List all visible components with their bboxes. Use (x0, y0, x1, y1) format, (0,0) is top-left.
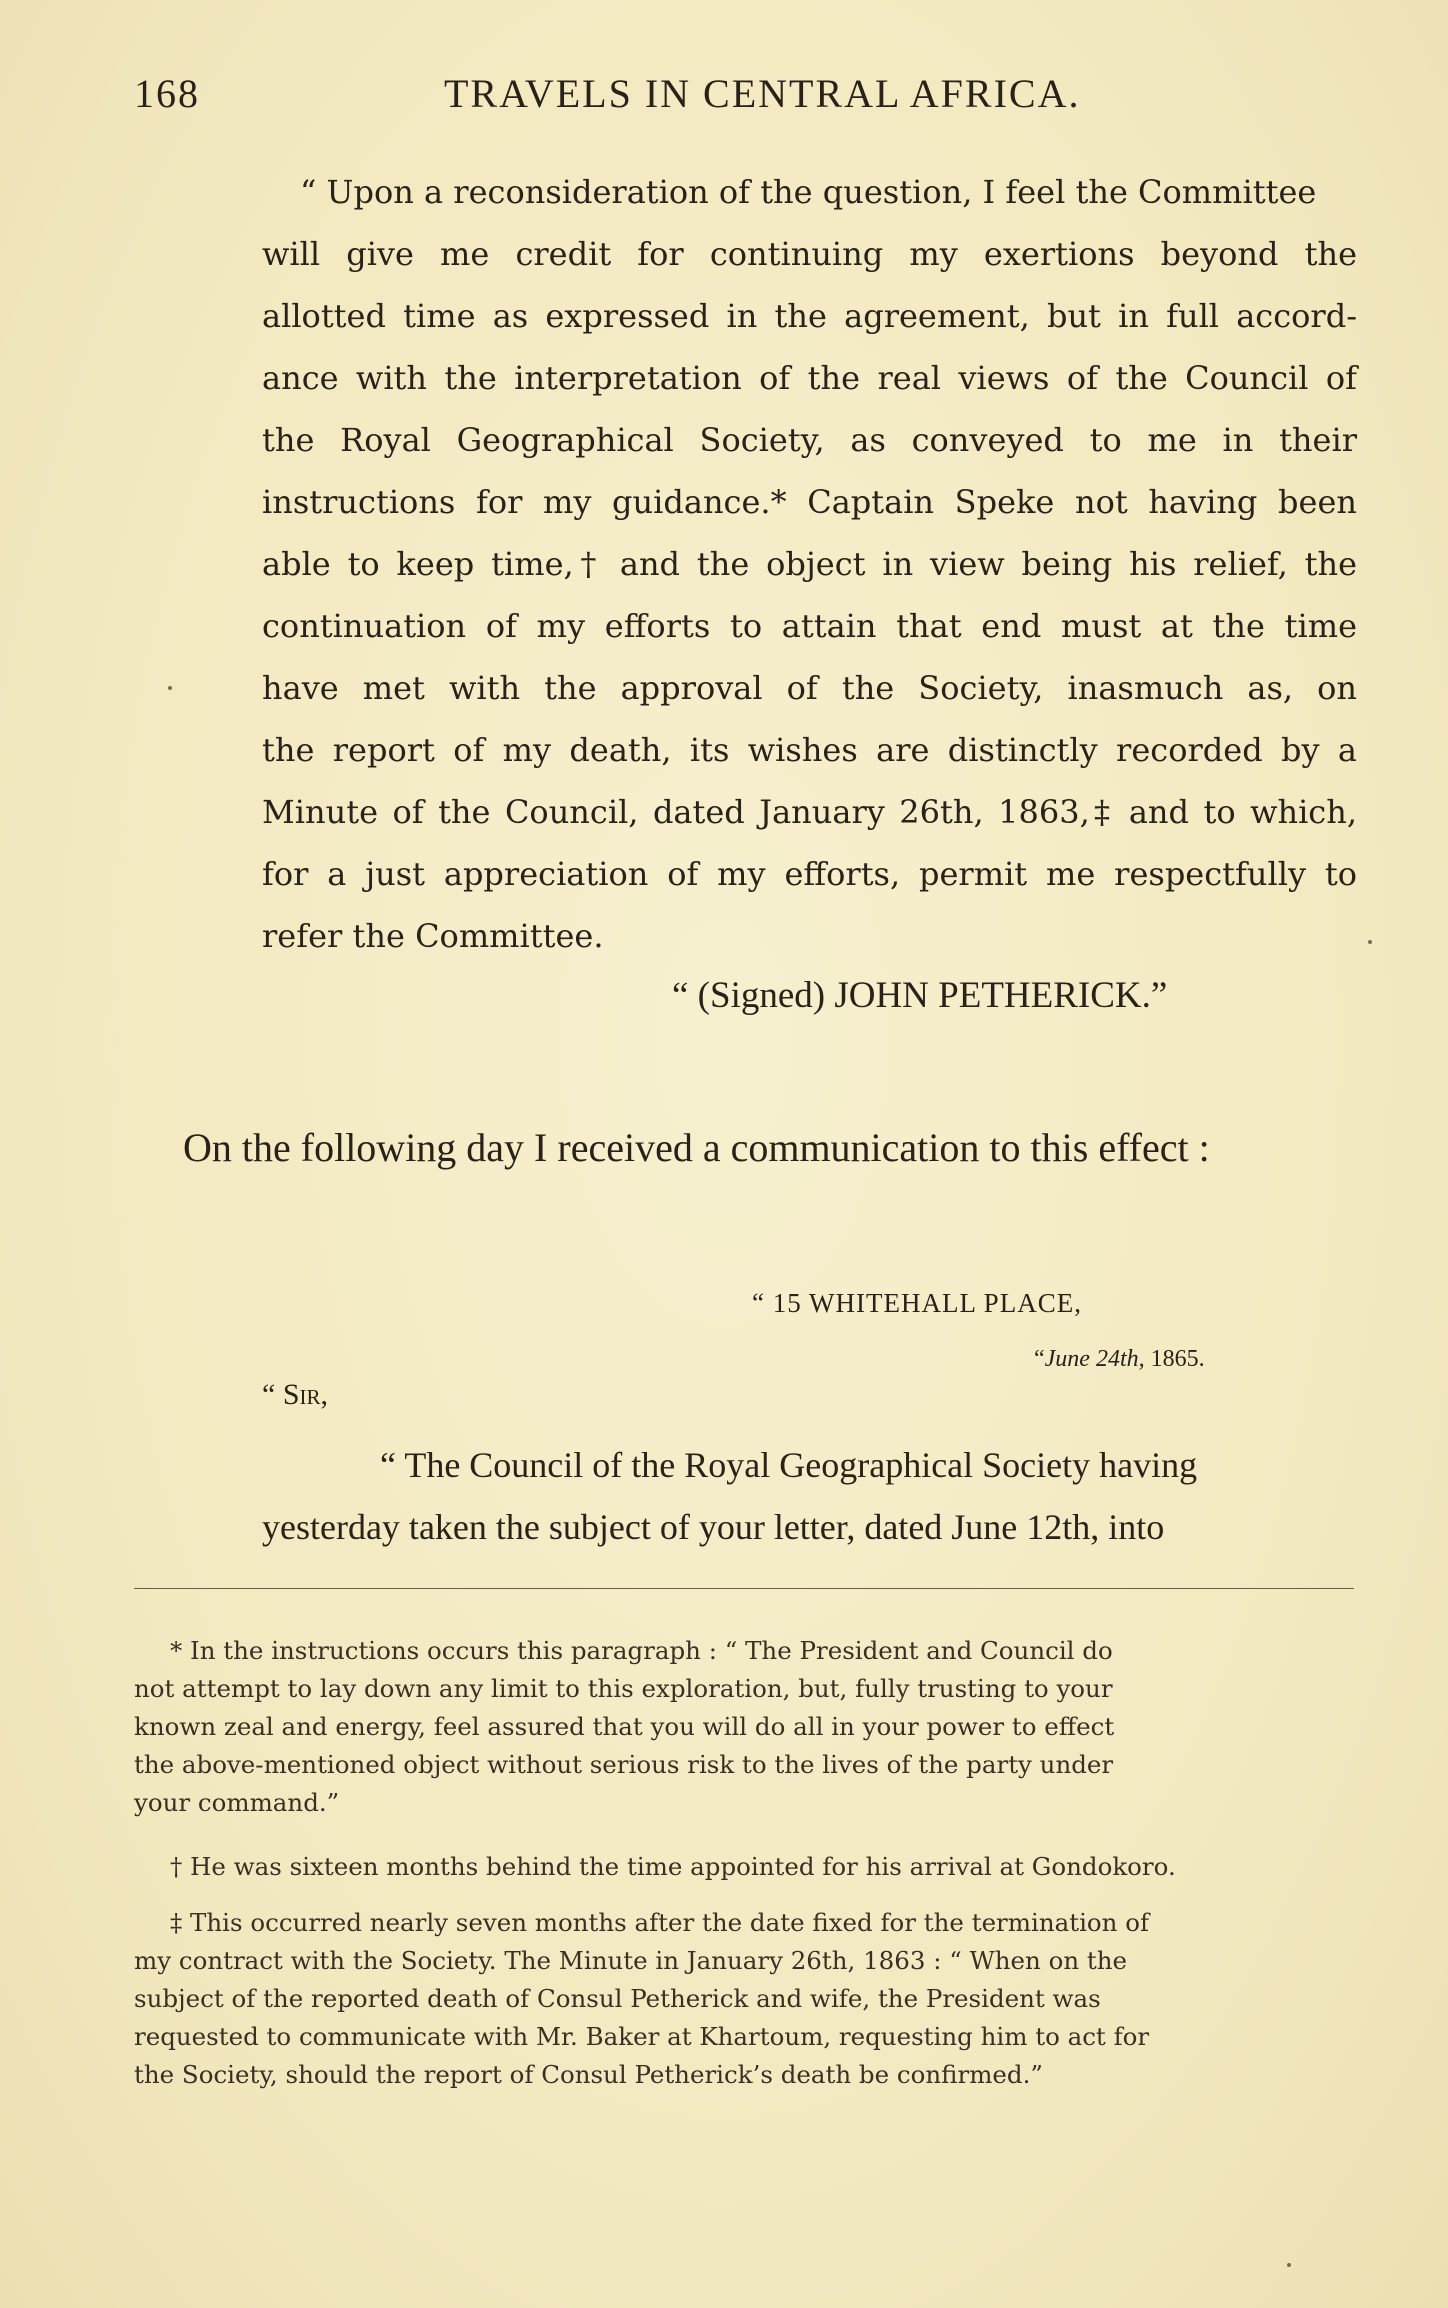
letter-line: ance with the interpretation of the real views of the Council of (262, 359, 1357, 397)
letter-signature: “ (Signed) JOHN PETHERICK.” (672, 975, 1168, 1016)
footnote-line: my contract with the Society. The Minute in January 26th, 1863 : “ When on the (134, 1946, 1128, 1975)
reply-date-day: June 24th, (1044, 1346, 1145, 1372)
footnote-line: ‡ This occurred nearly seven months after the date fixed for the termination of (170, 1908, 1150, 1937)
footnote-line: known zeal and energy, feel assured that you will do all in your power to effect (134, 1712, 1115, 1741)
footnote-line: your command.” (134, 1788, 340, 1817)
letter-line: refer the Committee. (262, 917, 604, 955)
footnote-line: the above-mentioned object without serious risk to the lives of the party under (134, 1750, 1114, 1779)
footnote-line: not attempt to lay down any limit to this exploration, but, fully trusting to your (134, 1674, 1113, 1703)
letter-line: the report of my death, its wishes are distinctly recorded by a (262, 731, 1357, 769)
letter-line: for a just appreciation of my efforts, permit me respectfully to (262, 855, 1357, 893)
letter-line: continuation of my efforts to attain that end must at the time (262, 607, 1357, 645)
reply-line: “ The Council of the Royal Geographical Society having (380, 1445, 1198, 1485)
footnote-line: requested to communicate with Mr. Baker at Khartoum, requesting him to act for (134, 2022, 1150, 2051)
reply-date (1034, 1346, 1205, 1373)
reply-date-year: 1865. (1144, 1346, 1205, 1372)
footnote-line: † He was sixteen months behind the time appointed for his arrival at Gondokoro. (170, 1852, 1176, 1881)
letter-line: have met with the approval of the Society, inasmuch as, on (262, 669, 1357, 707)
letter-line: able to keep time,† and the object in view being his relief, the (262, 545, 1357, 583)
letter-line: will give me credit for continuing my exertions beyond the (262, 235, 1357, 273)
footnote-divider (134, 1588, 1354, 1589)
reply-date-quote: “ (1034, 1346, 1045, 1372)
letter-line: Minute of the Council, dated January 26th, 1863,‡ and to which, (262, 793, 1357, 831)
reply-line: yesterday taken the subject of your letter, dated June 12th, into (262, 1507, 1165, 1547)
footnote-line: subject of the reported death of Consul Petherick and wife, the President was (134, 1984, 1101, 2013)
paper-speck (1368, 940, 1372, 944)
footnote-line: * In the instructions occurs this paragraph : “ The President and Council do (170, 1636, 1113, 1665)
narrative-line: On the following day I received a communication to this effect : (183, 1125, 1210, 1170)
running-title: TRAVELS IN CENTRAL AFRICA. (444, 71, 1081, 116)
reply-salutation: “ Sir, (262, 1378, 328, 1411)
letter-line: allotted time as expressed in the agreement, but in full accord- (262, 297, 1357, 335)
paper-speck (168, 686, 172, 690)
page-number: 168 (134, 71, 200, 116)
letter-line: the Royal Geographical Society, as conveyed to me in their (262, 421, 1357, 459)
reply-address: “ 15 WHITEHALL PLACE, (752, 1288, 1082, 1318)
letter-line: “ Upon a reconsideration of the question, I feel the Committee (300, 173, 1317, 211)
footnote-line: the Society, should the report of Consul Petherick’s death be confirmed.” (134, 2060, 1043, 2089)
letter-line: instructions for my guidance.* Captain Speke not having been (262, 483, 1357, 521)
paper-speck (1287, 2263, 1291, 2267)
